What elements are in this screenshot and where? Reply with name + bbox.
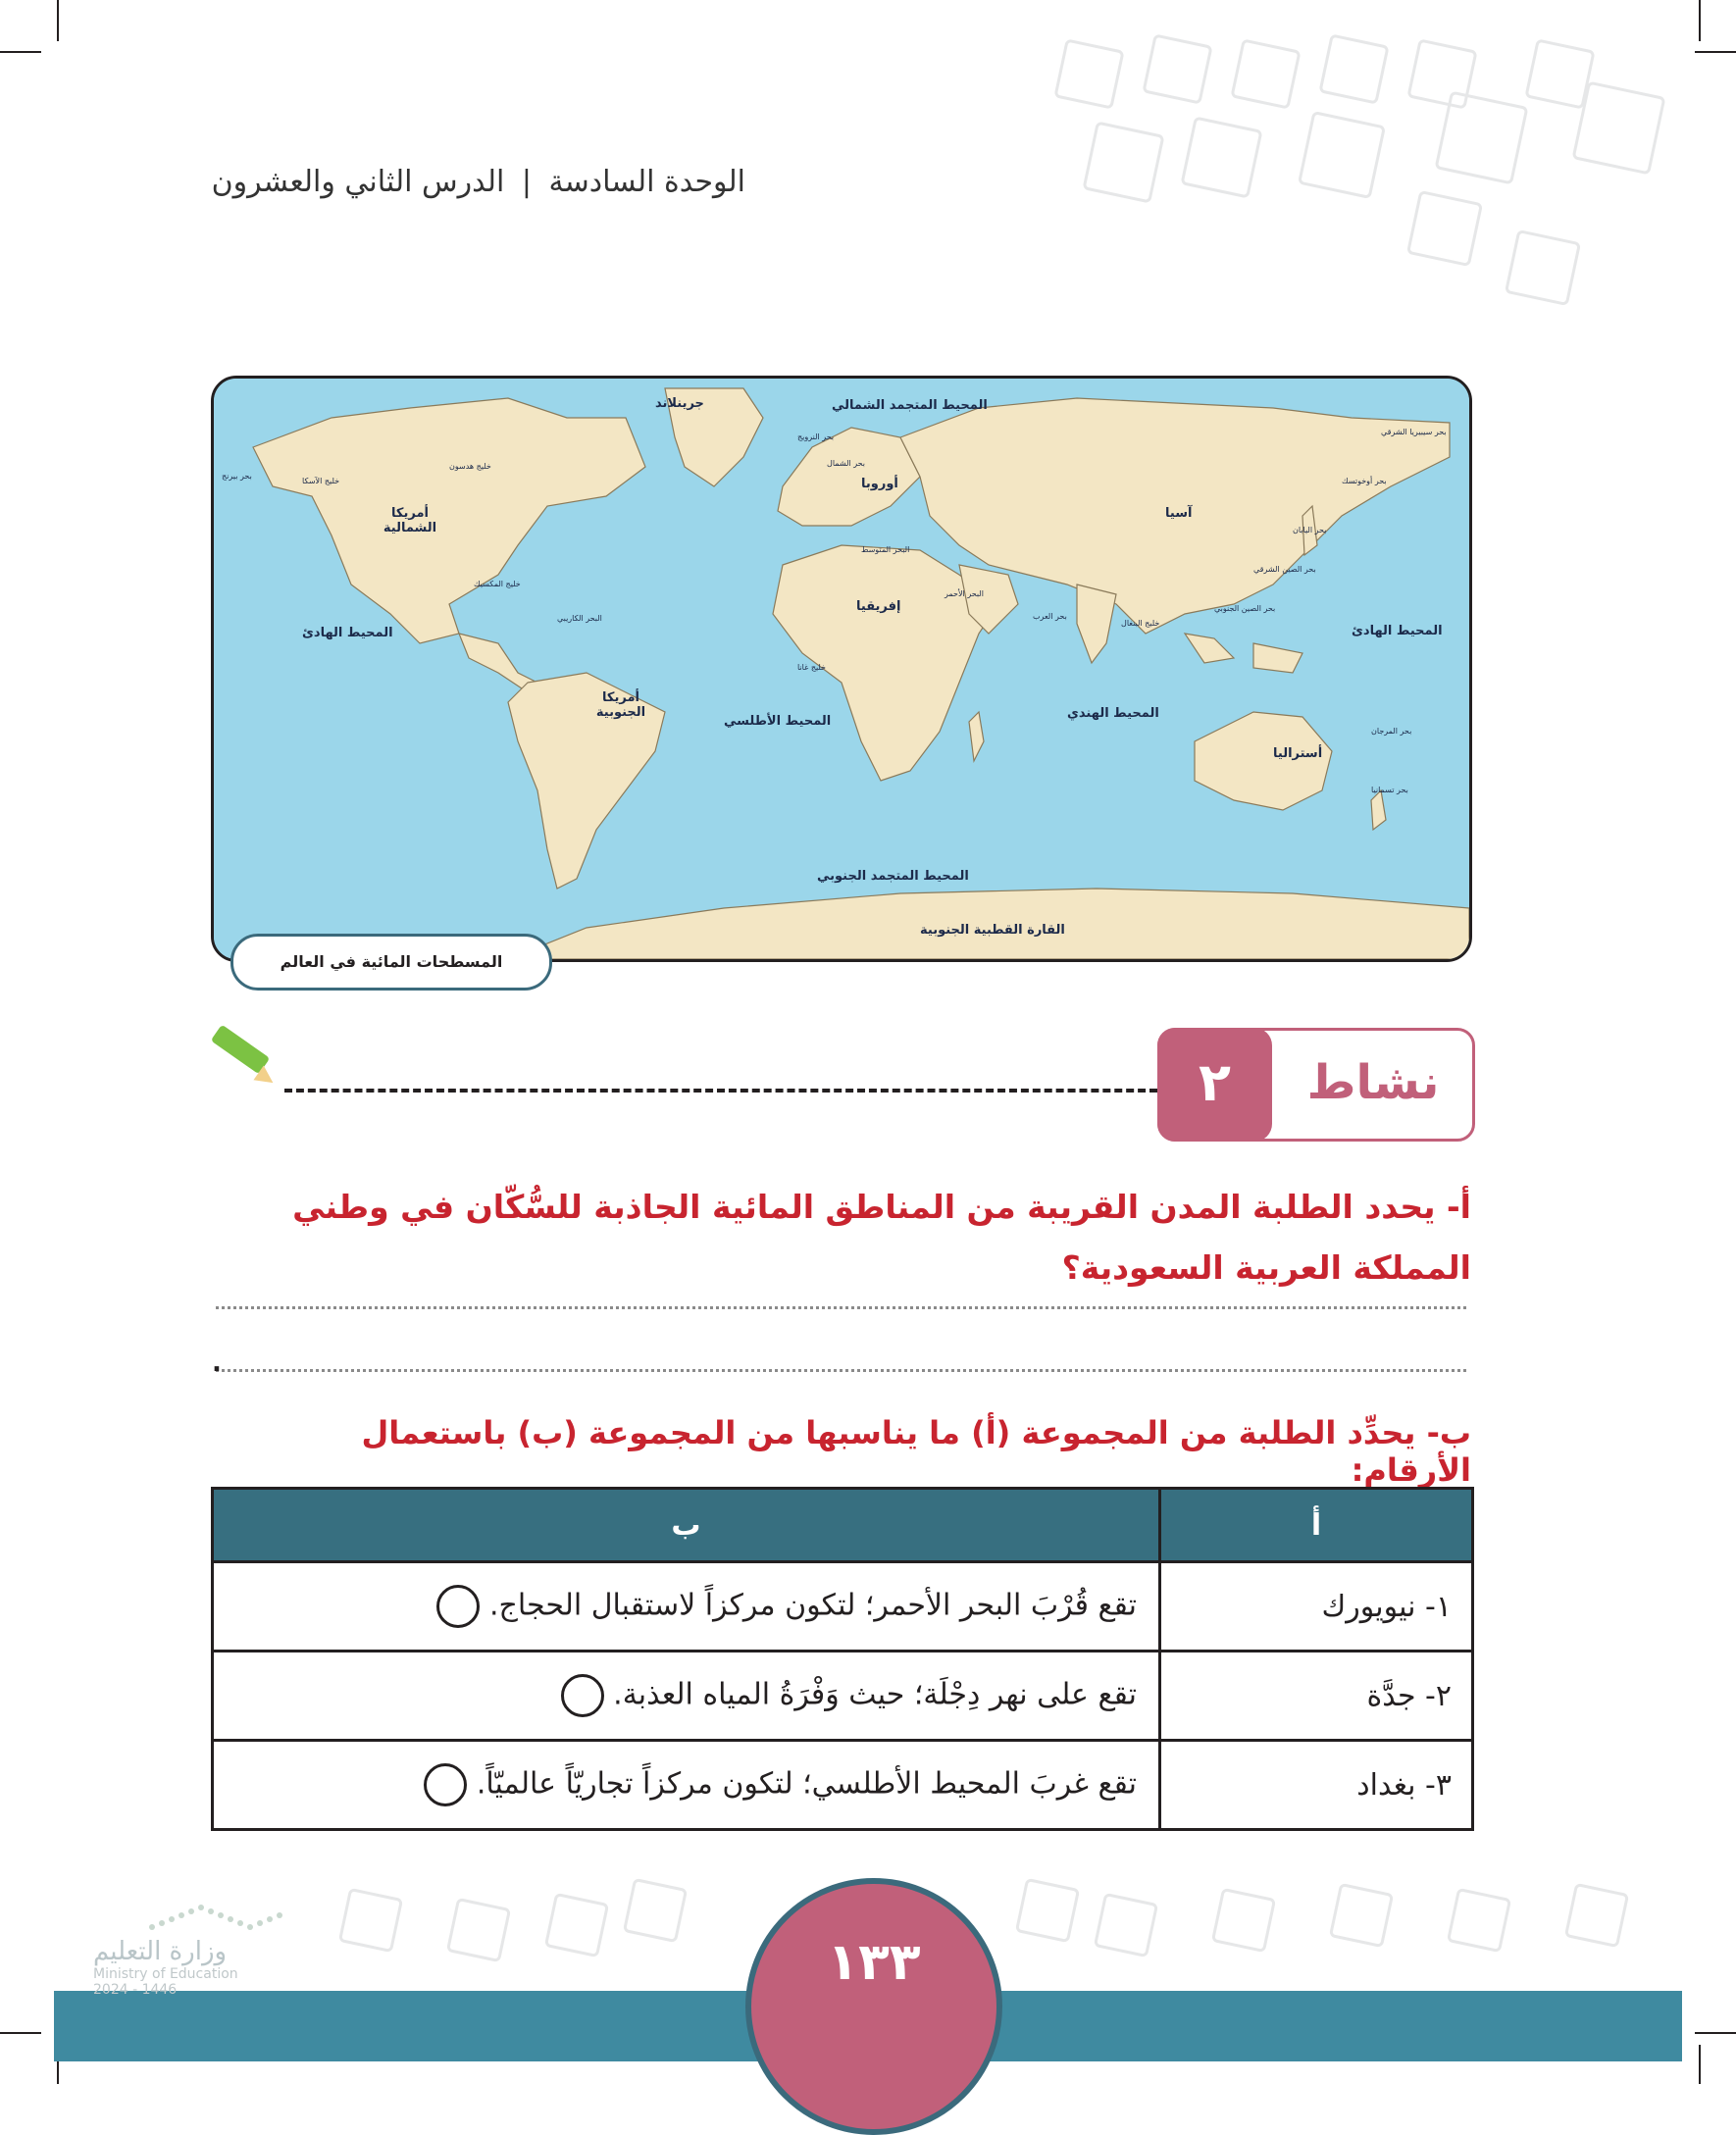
- map-small-label: بحر تسمانيا: [1371, 786, 1408, 794]
- answer-end-dot: .: [212, 1348, 222, 1378]
- dashed-divider: [284, 1089, 1157, 1093]
- map-label-asia: آسيا: [1165, 506, 1193, 521]
- table-row: [213, 1741, 1473, 1830]
- map-label-pacific-east: المحيط الهادئ: [1352, 624, 1443, 638]
- map-label-antarctica: القارة القطبية الجنوبية: [920, 923, 1065, 938]
- table-row: [213, 1562, 1473, 1652]
- map-label-north-america: أمريكا الشمالية: [383, 506, 437, 535]
- crop-mark: [1699, 0, 1701, 41]
- answer-line[interactable]: [216, 1306, 1466, 1309]
- world-map: [211, 376, 1472, 962]
- map-label-arctic-ocean: المحيط المتجمد الشمالي: [832, 398, 988, 413]
- page-number: ١٣٣: [827, 1933, 921, 1992]
- question-a: أ- يحدد الطلبة المدن القريبة من المناطق المائية الجاذبة للسُّكّان في وطني المملكة العربية السعودية؟: [292, 1188, 1471, 1287]
- question-b: ب- يحدِّد الطلبة من المجموعة (أ) ما يناسبها من المجموعة (ب) باستعمال الأرقام:: [361, 1414, 1471, 1489]
- map-small-label: البحر المتوسط: [861, 545, 910, 554]
- table-row: [213, 1652, 1473, 1741]
- map-small-label: بحر الصين الشرقي: [1253, 565, 1316, 574]
- crop-mark: [57, 0, 59, 41]
- map-small-label: بحر الشمال: [827, 459, 866, 468]
- map-small-label: خليج الآسكا: [302, 477, 340, 485]
- map-label-australia: أستراليا: [1273, 746, 1323, 761]
- map-label-indian: المحيط الهندي: [1067, 706, 1159, 721]
- column-header-b: ب: [213, 1489, 1160, 1562]
- map-small-label: بحر اليابان: [1293, 526, 1327, 534]
- description-text: تقع غربَ المحيط الأطلسي؛ لتكون مركزاً تجاريّاً عالميّاً.: [476, 1766, 1137, 1802]
- map-small-label: بحر النرويج: [797, 432, 835, 441]
- map-small-label: بحر بيرنج: [222, 472, 252, 481]
- map-small-label: خليج غانا: [797, 663, 826, 672]
- answer-circle[interactable]: [561, 1674, 604, 1717]
- answer-circle[interactable]: [424, 1763, 467, 1806]
- answer-circle[interactable]: [436, 1585, 480, 1628]
- ministry-year: 2024 - 1446: [93, 1982, 178, 1998]
- map-small-label: البحر الكاريبي: [557, 614, 602, 623]
- page-number-badge: [745, 1878, 1002, 2135]
- crop-mark: [0, 2032, 41, 2034]
- header-separator: |: [521, 165, 532, 199]
- map-small-label: بحر أوخوتسك: [1342, 477, 1387, 485]
- description-cell: [213, 1652, 1160, 1741]
- ministry-logo: [93, 1898, 289, 1998]
- map-small-label: خليج المكسيك: [474, 580, 521, 588]
- map-label-south-america: أمريكا الجنوبية: [595, 690, 646, 720]
- crop-mark: [1695, 2032, 1736, 2034]
- city-cell: ١- نيويورك: [1160, 1562, 1473, 1652]
- answer-line[interactable]: [216, 1369, 1466, 1372]
- ministry-name-en: Ministry of Education: [93, 1966, 238, 1982]
- lesson-header: [177, 165, 745, 199]
- map-small-label: خليج البنغال: [1121, 619, 1160, 628]
- description-cell: [213, 1562, 1160, 1652]
- map-small-label: بحر العرب: [1033, 612, 1067, 621]
- city-cell: ٣- بغداد: [1160, 1741, 1473, 1830]
- matching-table: [211, 1487, 1474, 1831]
- map-label-greenland: جرينلاند: [655, 396, 704, 411]
- map-small-label: بحر الصين الجنوبي: [1214, 604, 1276, 613]
- city-cell: ٢- جدَّة: [1160, 1652, 1473, 1741]
- description-text: تقع قُرْبَ البحر الأحمر؛ لتكون مركزاً لاستقبال الحجاج.: [488, 1588, 1137, 1623]
- column-header-a: أ: [1160, 1489, 1473, 1562]
- map-small-label: البحر الأحمر: [945, 589, 984, 598]
- crop-mark: [0, 51, 41, 53]
- map-small-label: بحر المرجان: [1371, 727, 1412, 736]
- map-label-pacific-west: المحيط الهادئ: [302, 626, 393, 640]
- description-cell: [213, 1741, 1160, 1830]
- lesson-title: الدرس الثاني والعشرون: [211, 165, 505, 199]
- unit-title: الوحدة السادسة: [548, 165, 745, 199]
- ministry-dots-icon: [142, 1898, 289, 1937]
- map-label-atlantic: المحيط الأطلسي: [724, 714, 832, 729]
- map-label-europe: أوروبا: [861, 477, 898, 491]
- crop-mark: [1699, 2045, 1701, 2084]
- map-label-southern-ocean: المحيط المتجمد الجنوبي: [817, 869, 969, 884]
- map-caption: المسطحات المائية في العالم: [230, 934, 552, 991]
- activity-number: ٢: [1157, 1028, 1272, 1142]
- crop-mark: [1695, 51, 1736, 53]
- ministry-name-ar: وزارة التعليم: [93, 1937, 228, 1966]
- description-text: تقع على نهر دِجْلَة؛ حيث وَفْرَةُ المياه العذبة.: [613, 1677, 1137, 1712]
- activity-title: نشاط: [1306, 1055, 1440, 1110]
- map-small-label: بحر سيبيريا الشرقي: [1381, 428, 1447, 436]
- map-small-label: خليج هدسون: [449, 462, 491, 471]
- table-header-row: [213, 1489, 1473, 1562]
- map-label-africa: إفريقيا: [856, 599, 901, 614]
